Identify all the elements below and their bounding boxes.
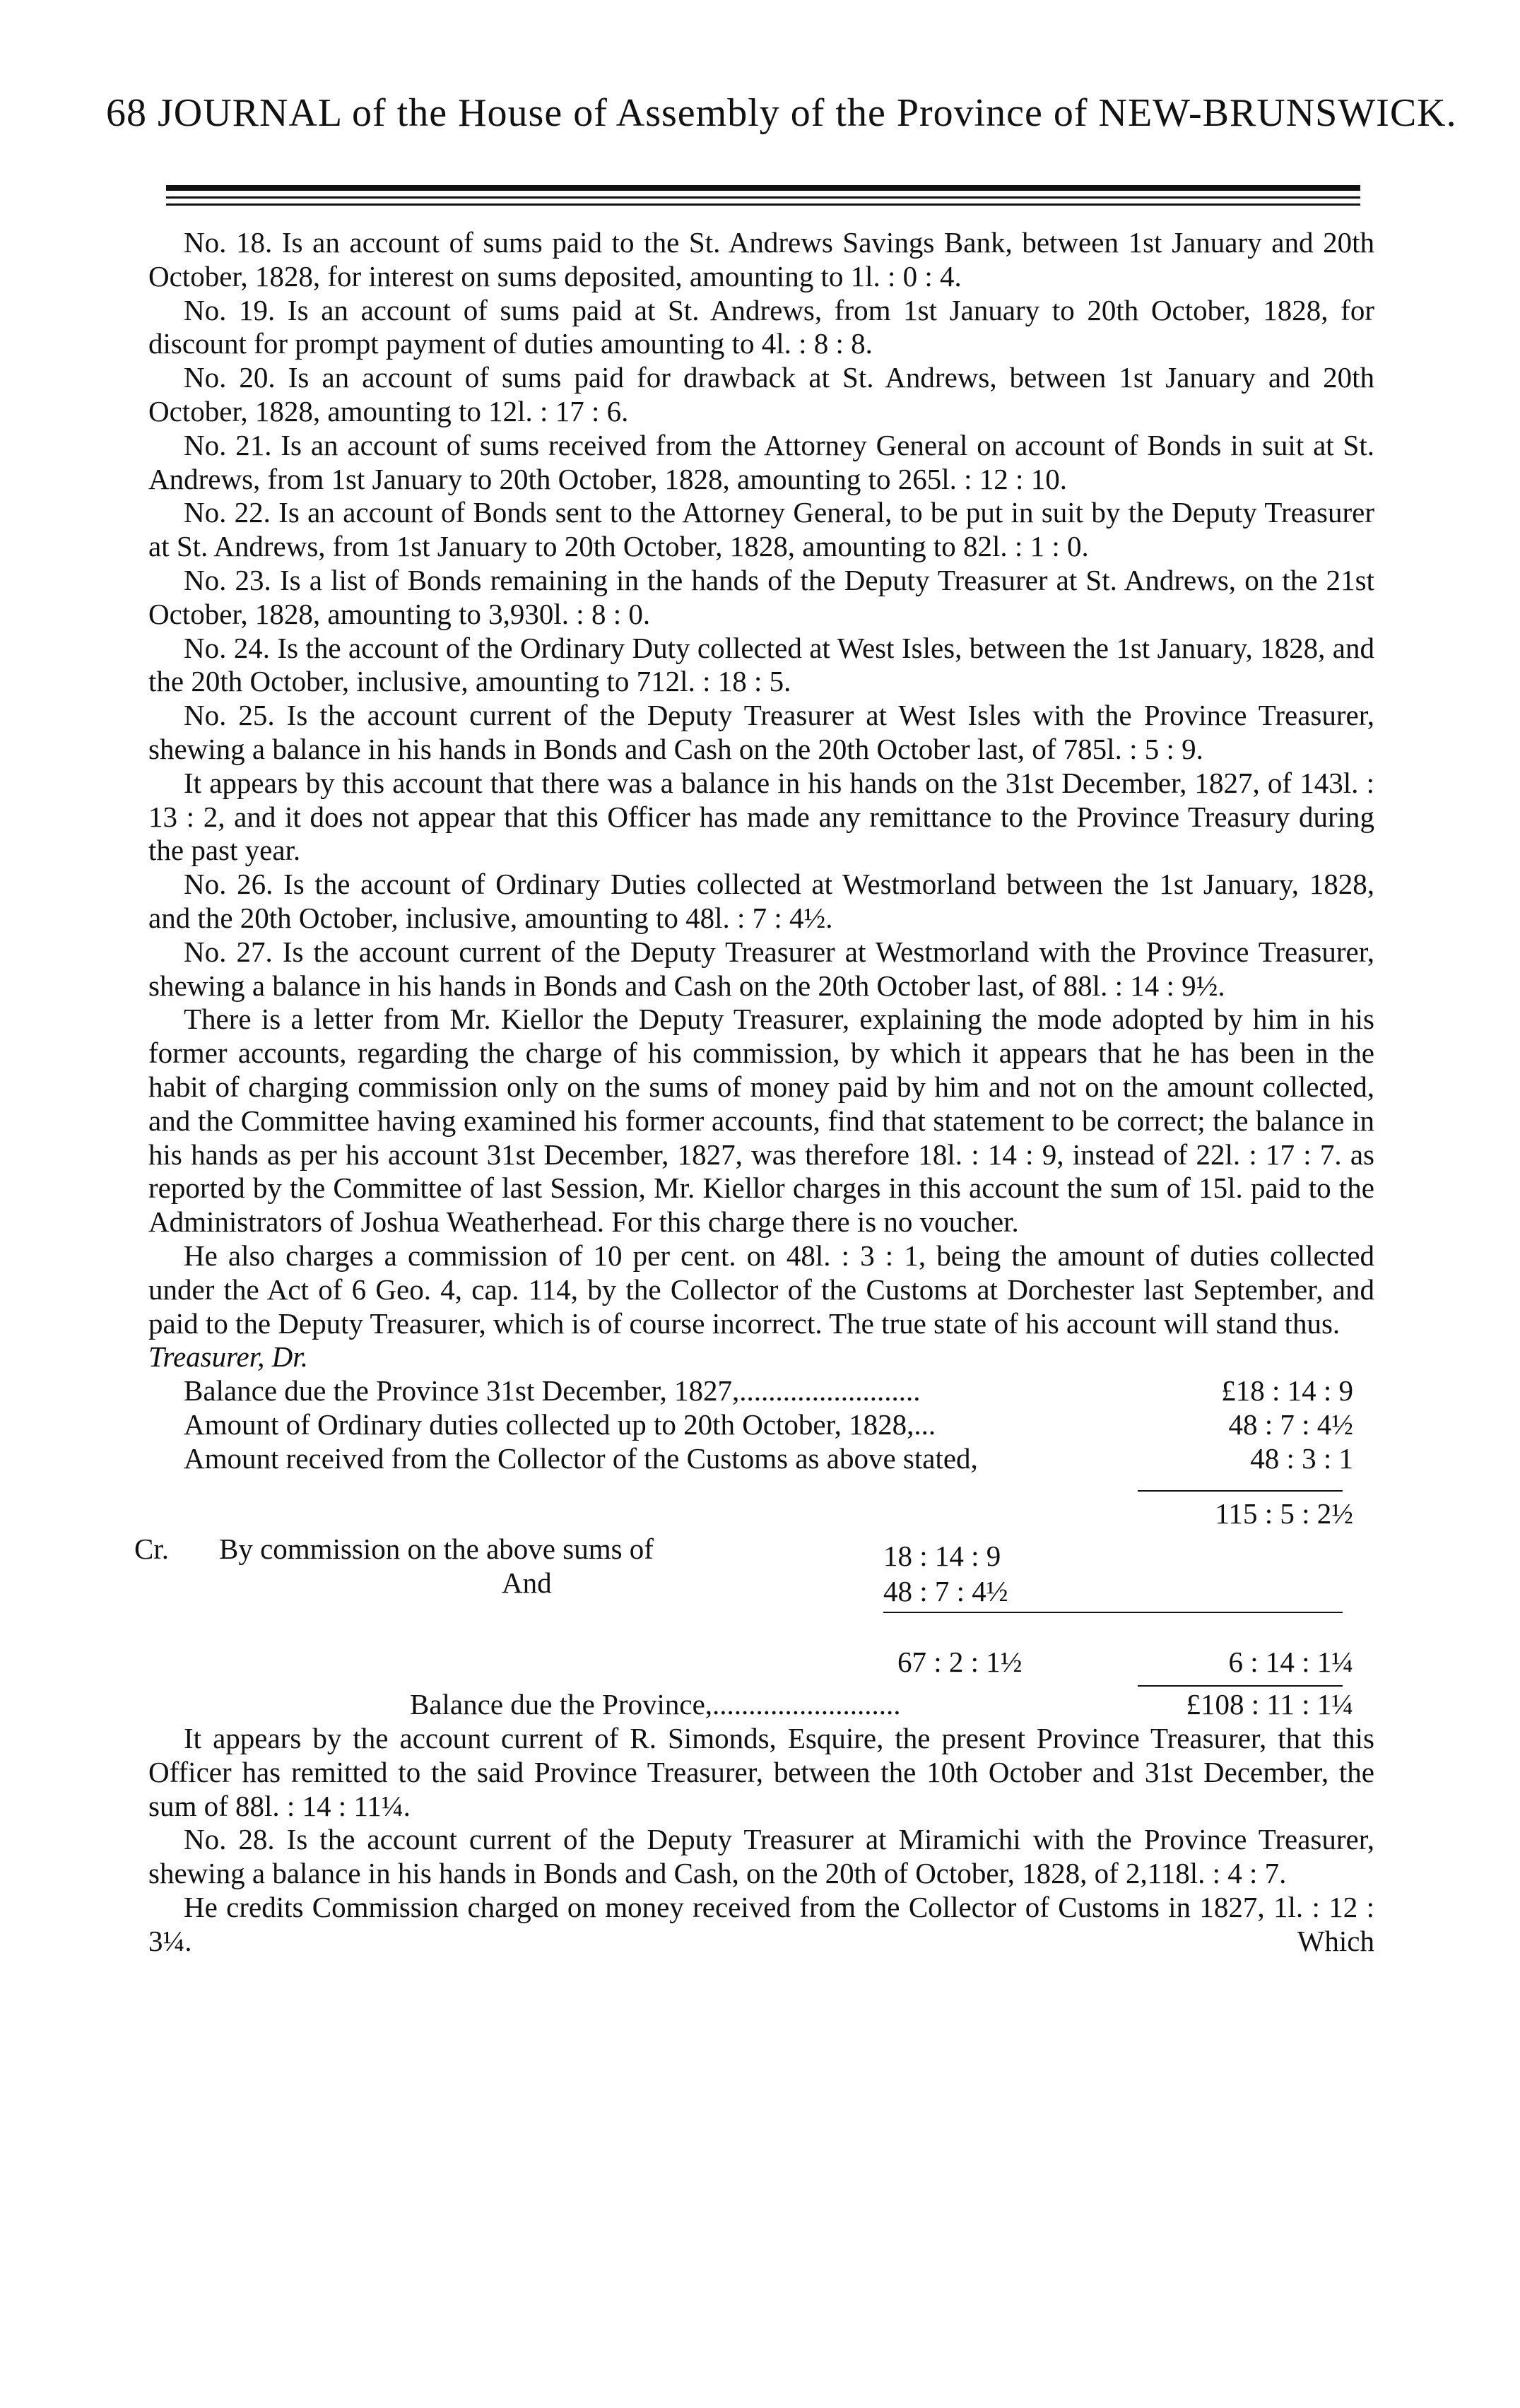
credit-subtotal-line bbox=[148, 1646, 1374, 1688]
account-debit-line bbox=[148, 1408, 1374, 1442]
credit-subtotal: 67 : 2 : 1½ bbox=[897, 1646, 1023, 1679]
credit-line-and: And bbox=[502, 1566, 552, 1600]
running-header: 68 JOURNAL of the House of Assembly of the Province of NEW-BRUNSWICK. bbox=[106, 91, 1457, 135]
paragraph-balance-west-isles: It appears by this account that there was a balance in his hands on the 31st December, 1827, of 143l. : 13 : 2, and it does not appear that this Officer has made any remittance to the Province Treasury during the past year. bbox=[148, 766, 1374, 867]
total-rule bbox=[1138, 1490, 1343, 1492]
account-line-label: Amount received from the Collector of the Customs as above stated, bbox=[184, 1442, 978, 1475]
debit-total: 115 : 5 : 2½ bbox=[1215, 1497, 1353, 1530]
credit-amount: 18 : 14 : 9 bbox=[883, 1540, 1001, 1573]
paragraph-no-27: No. 27. Is the account current of the Deputy Treasurer at Westmorland with the Province Treasurer, shewing a balance in his hands in Bonds and Cash on the 20th October last, of 88l. : 14 : 9½. bbox=[148, 935, 1374, 1002]
paragraph-no-28: No. 28. Is the account current of the Deputy Treasurer at Miramichi with the Province Treasurer, shewing a balance in his hands in Bonds and Cash, on the 20th of October, 1828, of 2,118l. : 4 : 7. bbox=[148, 1823, 1374, 1890]
paragraph-no-23: No. 23. Is a list of Bonds remaining in the hands of the Deputy Treasurer at St. Andrews, on the 21st October, 1828, amounting to 3,930l. : 8 : 0. bbox=[148, 563, 1374, 630]
credit-label: Cr. bbox=[134, 1533, 169, 1566]
balance-value: £108 : 11 : 1¼ bbox=[1186, 1688, 1353, 1721]
paragraph-no-22: No. 22. Is an account of Bonds sent to the Attorney General, to be put in suit by the Deputy Treasurer at St. Andrews, from 1st January to 20th October, 1828, amounting to 82l. : 1 : 0. bbox=[148, 496, 1374, 563]
last-line-text: He credits Commission charged on money received from the Collector of Customs in 1827, 1l. : 12 : 3¼. bbox=[148, 1891, 1374, 1957]
header-rule-thin bbox=[166, 196, 1360, 199]
account-debit-line bbox=[148, 1374, 1374, 1408]
balance-label: Balance due the Province,.......................... bbox=[410, 1688, 901, 1721]
paragraph-commission-charge: He also charges a commission of 10 per cent. on 48l. : 3 : 1, being the amount of duties collected under the Act of 6 Geo. 4, cap. 114, by the Collector of the Customs at Dorchester last September, and paid to the Deputy Treasurer, which is of course incorrect. The true state of his account will stand thus. bbox=[148, 1239, 1374, 1340]
account-heading: Treasurer, Dr. bbox=[148, 1340, 308, 1374]
credit-line: By commission on the above sums of bbox=[219, 1533, 654, 1566]
account-line-value: 48 : 7 : 4½ bbox=[1228, 1408, 1353, 1441]
credit-block bbox=[134, 1476, 1374, 1646]
header-rule-thick bbox=[166, 185, 1360, 191]
account-line-value: 48 : 3 : 1 bbox=[1250, 1442, 1353, 1475]
paragraph-kiellor-letter: There is a letter from Mr. Kiellor the Deputy Treasurer, explaining the mode adopted by him in his former accounts, regarding the charge of his commission, by which it appears that he has been in the habit of charging commission only on the sums of money paid by him and not on the amount collected, and the Committee having examined his former accounts, find that statement to be correct; the balance in his hands as per his account 31st December, 1827, was therefore 18l. : 14 : 9, instead of 22l. : 17 : 7. as reported by the Committee of last Session, Mr. Kiellor charges in this account the sum of 15l. paid to the Administrators of Joshua Weatherhead. For this charge there is no voucher. bbox=[148, 1003, 1374, 1239]
paragraph-simonds-remittance: It appears by the account current of R. Simonds, Esquire, the present Province Treasurer, that this Officer has remitted to the said Province Treasurer, between the 10th October and 31st December, the sum of 88l. : 14 : 11¼. bbox=[148, 1722, 1374, 1822]
catchword: Which bbox=[1297, 1924, 1374, 1957]
account-debit-line bbox=[148, 1442, 1374, 1476]
paragraph-no-19: No. 19. Is an account of sums paid at St. Andrews, from 1st January to 20th October, 1828, for discount for prompt payment of duties amounting to 4l. : 8 : 8. bbox=[148, 293, 1374, 360]
paragraph-no-25: No. 25. Is the account current of the Deputy Treasurer at West Isles with the Province Treasurer, shewing a balance in his hands in Bonds and Cash on the 20th October last, of 785l. : 5 : 9. bbox=[148, 699, 1374, 765]
subtotal-rule bbox=[883, 1612, 1343, 1613]
paragraph-credits-commission bbox=[148, 1891, 1374, 1959]
account-line-value: £18 : 14 : 9 bbox=[1221, 1374, 1353, 1407]
account-line-label: Amount of Ordinary duties collected up to 20th October, 1828,... bbox=[184, 1408, 936, 1441]
paragraph-no-20: No. 20. Is an account of sums paid for drawback at St. Andrews, between 1st January and 20th October, 1828, amounting to 12l. : 17 : 6. bbox=[148, 361, 1374, 427]
header-rule-thin-lower bbox=[166, 203, 1360, 206]
body-text bbox=[134, 226, 1374, 1959]
balance-line bbox=[148, 1688, 1374, 1722]
account-line-label: Balance due the Province 31st December, 1827,......................... bbox=[184, 1374, 921, 1407]
credit-commission: 6 : 14 : 1¼ bbox=[1228, 1646, 1353, 1679]
paragraph-no-21: No. 21. Is an account of sums received from the Attorney General on account of Bonds in suit at St. Andrews, from 1st January to 20th October, 1828, amounting to 265l. : 12 : 10. bbox=[148, 428, 1374, 495]
credit-amount: 48 : 7 : 4½ bbox=[883, 1575, 1008, 1608]
paragraph-no-26: No. 26. Is the account of Ordinary Duties collected at Westmorland between the 1st January, 1828, and the 20th October, inclusive, amounting to 48l. : 7 : 4½. bbox=[148, 868, 1374, 934]
paragraph-no-24: No. 24. Is the account of the Ordinary Duty collected at West Isles, between the 1st January, 1828, and the 20th October, inclusive, amounting to 712l. : 18 : 5. bbox=[148, 631, 1374, 698]
paragraph-no-18: No. 18. Is an account of sums paid to the St. Andrews Savings Bank, between 1st January and 20th October, 1828, for interest on sums deposited, amounting to 1l. : 0 : 4. bbox=[148, 226, 1374, 293]
balance-rule bbox=[1138, 1685, 1343, 1687]
